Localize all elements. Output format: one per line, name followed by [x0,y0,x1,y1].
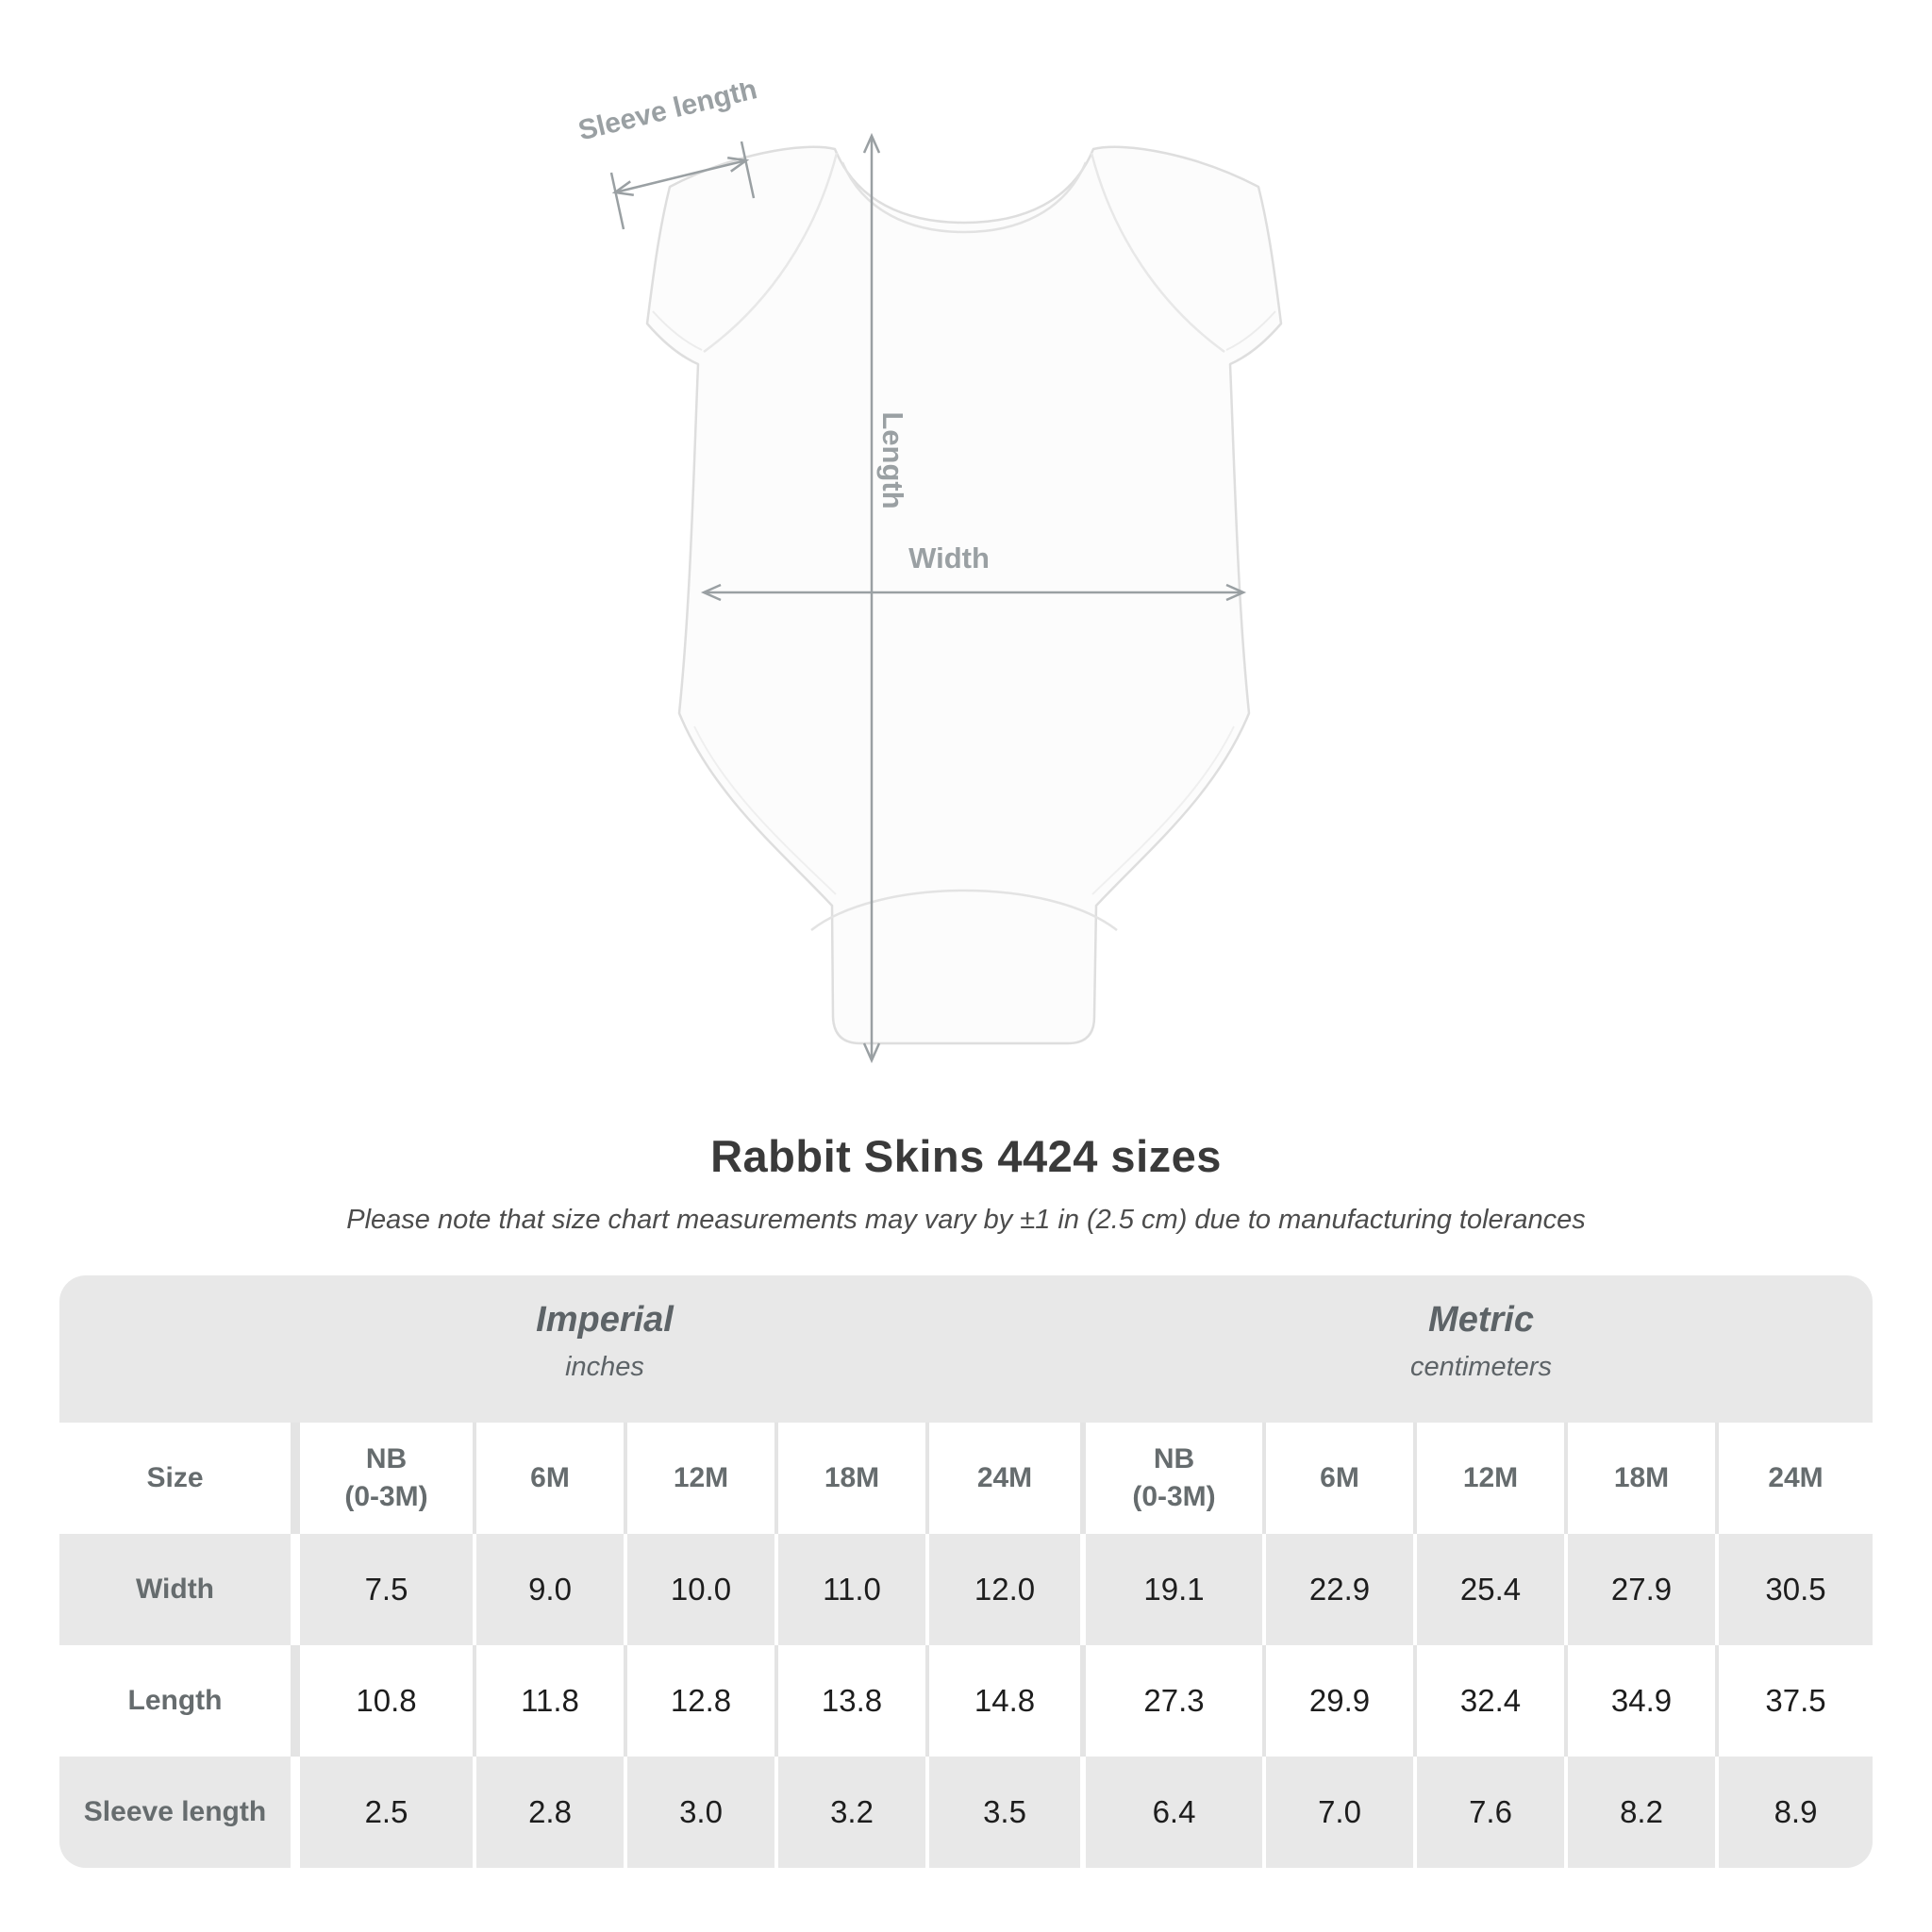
column-header-metric-12m: 12M [1413,1423,1564,1534]
table-cell: 11.8 [473,1645,624,1757]
table-cell: 2.8 [473,1757,624,1868]
column-header-metric-24m: 24M [1715,1423,1873,1534]
table-cell: 34.9 [1564,1645,1715,1757]
table-cell: 27.3 [1080,1645,1262,1757]
imperial-section-unit: inches [565,1352,644,1382]
table-cell: 12.8 [624,1645,774,1757]
table-cell: 7.6 [1413,1757,1564,1868]
metric-section-title: Metric [1428,1300,1534,1340]
metric-section-unit: centimeters [1410,1352,1552,1382]
table-cell: 13.8 [774,1645,925,1757]
table-cell: 10.0 [624,1534,774,1645]
table-cell: 3.0 [624,1757,774,1868]
table-cell: 11.0 [774,1534,925,1645]
width-dimension-label: Width [908,541,990,575]
metric-section-header [1080,1275,1873,1423]
column-header-imperial-24m: 24M [925,1423,1080,1534]
table-cell: 3.2 [774,1757,925,1868]
table-cell: 32.4 [1413,1645,1564,1757]
imperial-section-title: Imperial [536,1300,674,1340]
onesie-figure-svg [528,83,1377,1085]
table-cell: 6.4 [1080,1757,1262,1868]
column-header-metric-6m: 6M [1262,1423,1413,1534]
column-header-imperial-18m: 18M [774,1423,925,1534]
size-column-header: Size [59,1423,291,1534]
row-label-width: Width [59,1534,291,1645]
imperial-section-header [291,1275,1080,1423]
table-cell: 10.8 [291,1645,473,1757]
sleeve-length-dimension-label: Sleeve length [575,83,760,147]
table-cell: 7.5 [291,1534,473,1645]
table-cell: 12.0 [925,1534,1080,1645]
table-cell: 14.8 [925,1645,1080,1757]
column-header-metric-nb: NB (0-3M) [1080,1423,1262,1534]
table-cell: 19.1 [1080,1534,1262,1645]
column-header-metric-18m: 18M [1564,1423,1715,1534]
page-title: Rabbit Skins 4424 sizes [710,1131,1222,1181]
table-cell: 7.0 [1262,1757,1413,1868]
tolerance-note: Please note that size chart measurements may vary by ±1 in (2.5 cm) due to manufacturing tolerances [346,1205,1586,1235]
row-label-sleeve-length: Sleeve length [59,1757,291,1868]
row-label-length: Length [59,1645,291,1757]
onesie-illustration [647,147,1281,1043]
column-header-imperial-12m: 12M [624,1423,774,1534]
table-cell: 29.9 [1262,1645,1413,1757]
table-cell: 2.5 [291,1757,473,1868]
table-cell: 8.9 [1715,1757,1873,1868]
onesie-size-diagram [528,83,1377,1085]
column-header-imperial-6m: 6M [473,1423,624,1534]
band-corner-cell [59,1275,291,1423]
length-dimension-label: Length [876,411,909,509]
table-cell: 25.4 [1413,1534,1564,1645]
table-cell: 9.0 [473,1534,624,1645]
column-header-imperial-nb: NB (0-3M) [291,1423,473,1534]
table-cell: 3.5 [925,1757,1080,1868]
heading-block [0,1130,1932,1236]
size-chart-table [59,1275,1873,1868]
table-cell: 8.2 [1564,1757,1715,1868]
table-cell: 27.9 [1564,1534,1715,1645]
table-cell: 30.5 [1715,1534,1873,1645]
table-cell: 22.9 [1262,1534,1413,1645]
table-cell: 37.5 [1715,1645,1873,1757]
